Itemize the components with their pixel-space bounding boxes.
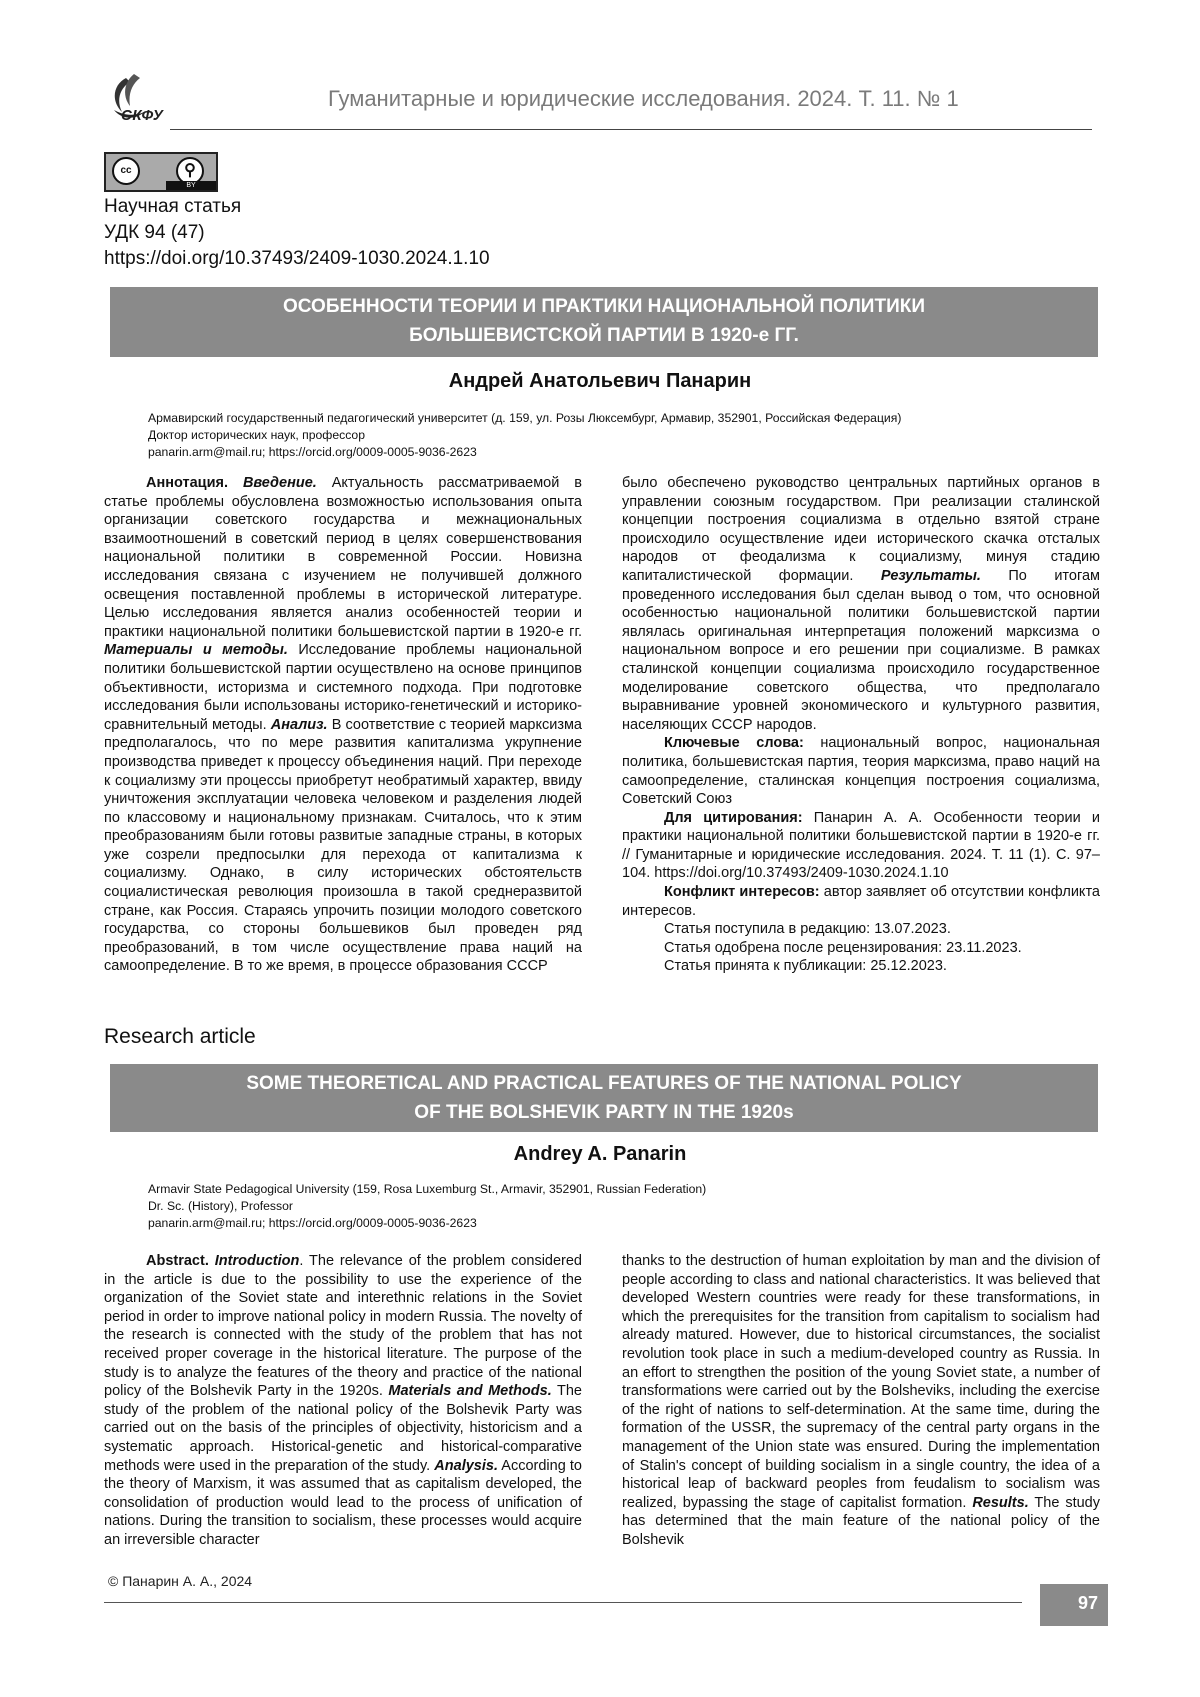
abstract-en-p3: According to the theory of Marxism, it was assumed that as capitalism developed, the consolidation of production would lead to the process of unification of nations. During the transition to socialism, these processes would acquire an irreversible character [104, 1458, 582, 1548]
abstract-ru-p1: Актуальность рассматриваемой в статье проблемы обусловлена возможностью использования опыта организации советского государства и межнациональных взаимоотношений в советский период в целях совершенствования национальной политики в современной России. Новизна исследования связана с изучением не получившей должного освещения поставленной проблемы в исторической литературе. Целью исследования является анализ особенностей теории и практики национальной политики большевистской партии в 1920-е гг. [104, 475, 582, 640]
abstract-ru-col2-p1: было обеспечено руководство центральных партийных органов в управлении союзным государством. При реализации сталинской концепции построения социализма в отдельно взятой стране происходило осуществление идеи исторического скачка отсталых народов от феодализма к социализму, минуя стадию капиталистической формации. [622, 475, 1100, 584]
header-rule [170, 129, 1092, 130]
cc-icon: cc [112, 157, 140, 185]
affiliation-ru-university: Армавирский государственный педагогический университет (д. 159, ул. Розы Люксембург, Армавир, 352901, Российская Федерация) [148, 410, 901, 427]
affiliation-ru-degree: Доктор исторических наук, профессор [148, 427, 901, 444]
title-ru-line2: БОЛЬШЕВИСТСКОЙ ПАРТИИ В 1920-е ГГ. [120, 321, 1088, 350]
results-en-label: Results. [972, 1495, 1028, 1511]
logo-text: СКФУ [121, 107, 163, 124]
analysis-ru-label: Анализ. [271, 717, 328, 733]
abstract-en-p2: The study of the problem of the national policy of the Bolshevik Party was carried out on the basis of the principles of objectivity, historicism and a systematic approach. Historical-genetic and historical-comparative methods were used in the preparation of the study. [104, 1383, 582, 1473]
intro-ru-label: Введение. [243, 475, 317, 491]
affiliation-ru-contacts: panarin.arm@mail.ru; https://orcid.org/0009-0005-9036-2623 [148, 444, 901, 461]
doi-link[interactable]: https://doi.org/10.37493/2409-1030.2024.1.10 [104, 248, 490, 270]
results-ru-label: Результаты. [881, 568, 981, 584]
methods-ru-label: Материалы и методы. [104, 642, 288, 658]
cc-by-license-badge[interactable] [104, 152, 218, 192]
author-ru: Андрей Анатольевич Панарин [0, 370, 1200, 393]
affiliation-ru [148, 410, 901, 461]
author-en: Andrey A. Panarin [0, 1143, 1200, 1166]
abstract-ru-col2-p2: По итогам проведенного исследования был сделан вывод о том, что основной особенностью национальной политики большевистской партии являлась оригинальная интерпретация положений марксизма о национальном вопросе и его решении при социализме. В рамках сталинской концепции социализма происходило государственное моделирование советского общества, что предполагало выравнивание уровней экономического и культурного развития, населяющих СССР народов. [622, 568, 1100, 733]
abstract-ru-p3: В соответствие с теорией марксизма предполагалось, что по мере развития капитализма укрупнение производства приведет к процессу объединения наций. При переходе к социализму эти процессы приобретут необратимый характер, ввиду уничтожения эксплуатации человека человеком и разделения людей по классовому и национальному признакам. Считалось, что к этим преобразованиям были готовы развитые западные страны, в которых уже созрели предпосылки для перехода от капитализма к социализму. Однако, в силу исторических обстоятельств социалистическая революция произошла в такой среднеразвитой стране, как Россия. Стараясь упрочить позиции молодого советского государства, со стороны большевиков был проведен ряд преобразований, в том числе осуществление права наций на самоопределение. В то же время, в процессе образования СССР [104, 717, 582, 975]
abstract-en-col2-p2: The study has determined that the main feature of the national policy of the Bolshevik [622, 1495, 1100, 1548]
abstract-ru-col1 [104, 474, 582, 976]
keywords-ru: национальный вопрос, национальная политика, большевистская партия, теория марксизма, право наций на самоопределение, сталинская концепция построения социализма, Советский Союз [622, 735, 1100, 807]
article-type: Научная статья [104, 196, 241, 218]
citation-ru-label: Для цитирования: [664, 810, 803, 826]
affiliation-en-university: Armavir State Pedagogical University (159, Rosa Luxemburg St., Armavir, 352901, Russian Federation) [148, 1181, 706, 1198]
date-accepted: Статья принята к публикации: 25.12.2023. [622, 957, 1100, 976]
title-ru [110, 287, 1098, 357]
footer-rule [104, 1602, 1022, 1603]
abstract-ru-col2 [622, 474, 1100, 976]
udk: УДК 94 (47) [104, 222, 205, 244]
abstract-en-col1 [104, 1252, 582, 1550]
abstract-ru-label: Аннотация. [146, 475, 228, 491]
abstract-en-p1: . The relevance of the problem considered in the article is due to the possibility to use the experience of the organization of the Soviet state and interethnic relations in the Soviet period in order to improve national policy in modern Russia. The novelty of the research is connected with the study of the problem that has not received proper coverage in the historical literature. The purpose of the study is to analyze the features of the theory and practice of the national policy of the Bolshevik Party in the 1920s. [104, 1253, 582, 1399]
affiliation-en [148, 1181, 706, 1232]
journal-title: Гуманитарные и юридические исследования. 2024. Т. 11. № 1 [328, 86, 959, 112]
abstract-en-label: Abstract. [146, 1253, 209, 1269]
copyright: © Панарин А. А., 2024 [108, 1573, 252, 1589]
abstract-ru-p2: Исследование проблемы национальной политики большевистской партии осуществлено на основе принципов объективности, историзма и системного подхода. При подготовке исследования были использованы историко-генетический и историко-сравнительный методы. [104, 642, 582, 732]
affiliation-en-contacts: panarin.arm@mail.ru; https://orcid.org/0009-0005-9036-2623 [148, 1215, 706, 1232]
conflict-ru: автор заявляет об отсутствии конфликта интересов. [622, 884, 1100, 919]
title-ru-line1: ОСОБЕННОСТИ ТЕОРИИ И ПРАКТИКИ НАЦИОНАЛЬНОЙ ПОЛИТИКИ [120, 292, 1088, 321]
affiliation-en-degree: Dr. Sc. (History), Professor [148, 1198, 706, 1215]
intro-en-label: Introduction [215, 1253, 300, 1269]
keywords-ru-label: Ключевые слова: [664, 735, 804, 751]
title-en-line1: SOME THEORETICAL AND PRACTICAL FEATURES OF THE NATIONAL POLICY [120, 1069, 1088, 1098]
person-icon: ⚲ [176, 157, 204, 185]
title-en [110, 1064, 1098, 1132]
by-label: BY [166, 181, 216, 190]
title-en-line2: OF THE BOLSHEVIK PARTY IN THE 1920s [120, 1098, 1088, 1127]
analysis-en-label: Analysis. [434, 1458, 498, 1474]
page-number: 97 [1040, 1584, 1108, 1626]
abstract-en-col2-p1: thanks to the destruction of human exploitation by man and the division of people according to class and national characteristics. It was believed that developed Western countries were ready for these transformations, in which the prerequisites for the transition from capitalism to socialism had already matured. However, due to historical circumstances, the socialist revolution took place in such a medium-developed country as Russia. In an effort to strengthen the position of the young Soviet state, a number of transformations were carried out by the Bolsheviks, including the exercise of the right of nations to self-determination. At the same time, during the formation of the USSR, the supremacy of the central party organs in the management of the Union state was ensured. During the implementation of Stalin's concept of building socialism in a single country, the idea of a historical leap of backward peoples from feudalism to socialism was realized, bypassing the stage of capitalist formation. [622, 1253, 1100, 1511]
abstract-en-col2 [622, 1252, 1100, 1550]
conflict-ru-label: Конфликт интересов: [664, 884, 820, 900]
date-approved: Статья одобрена после рецензирования: 23.11.2023. [622, 939, 1100, 958]
article-type-en: Research article [104, 1025, 256, 1049]
date-received: Статья поступила в редакцию: 13.07.2023. [622, 920, 1100, 939]
methods-en-label: Materials and Methods. [388, 1383, 551, 1399]
citation-ru: Панарин А. А. Особенности теории и практики национальной политики большевистской партии в 1920-е гг. // Гуманитарные и юридические исследования. 2024. Т. 11 (1). С. 97–104. https://doi.org/10.37493/2409-1030.2024.1.10 [622, 810, 1100, 882]
